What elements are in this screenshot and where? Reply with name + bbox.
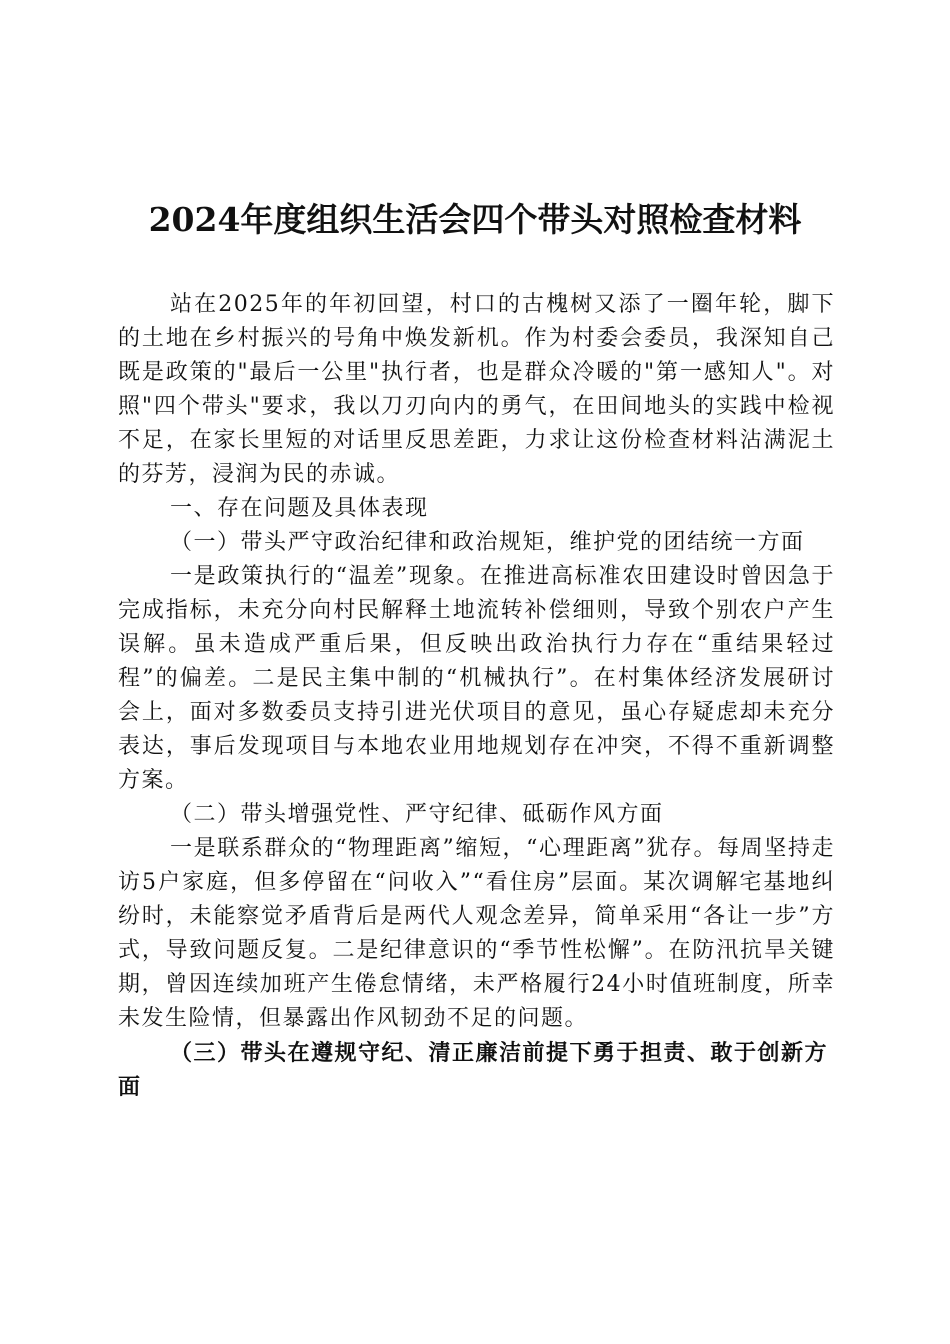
subsection-heading-2: （二）带头增强党性、严守纪律、砥砺作风方面 (170, 802, 664, 827)
subsection-heading-1: （一）带头严守政治纪律和政治规矩，维护党的团结统一方面 (170, 530, 805, 555)
document-body (118, 288, 835, 1104)
subsection-2-paragraph: 一是联系群众的“物理距离”缩短，“心理距离”犹存。每周坚持走访5户家庭，但多停留在“问收入”“看住房”层面。某次调解宅基地纠纷时，未能察觉矛盾背后是两代人观念差异，简单采用“各让一步”方式，导致问题反复。二是纪律意识的“季节性松懈”。在防汛抗旱关键期，曾因连续加班产生倦怠情绪，未严格履行24小时值班制度，所幸未发生险情，但暴露出作风韧劲不足的问题。 (118, 836, 835, 1031)
subsection-1-paragraph: 一是政策执行的“温差”现象。在推进高标准农田建设时曾因急于完成指标，未充分向村民解释土地流转补偿细则，导致个别农户产生误解。虽未造成严重后果，但反映出政治执行力存在“重结果轻过程”的偏差。二是民主集中制的“机械执行”。在村集体经济发展研讨会上，面对多数委员支持引进光伏项目的意见，虽心存疑虑却未充分表达，事后发现项目与本地农业用地规划存在冲突，不得不重新调整方案。 (118, 564, 835, 793)
section-heading-problems: 一、存在问题及具体表现 (170, 496, 429, 521)
intro-paragraph: 站在2025年的年初回望，村口的古槐树又添了一圈年轮，脚下的土地在乡村振兴的号角中焕发新机。作为村委会委员，我深知自己既是政策的"最后一公里"执行者，也是群众冷暖的"第一感知人"。对照"四个带头"要求，我以刀刃向内的勇气，在田间地头的实践中检视不足，在家长里短的对话里反思差距，力求让这份检查材料沾满泥土的芬芳，浸润为民的赤诚。 (118, 292, 835, 487)
subsection-heading-3: （三）带头在遵规守纪、清正廉洁前提下勇于担责、敢于创新方面 (118, 1040, 829, 1100)
document-title: 2024年度组织生活会四个带头对照检查材料 (148, 200, 802, 239)
